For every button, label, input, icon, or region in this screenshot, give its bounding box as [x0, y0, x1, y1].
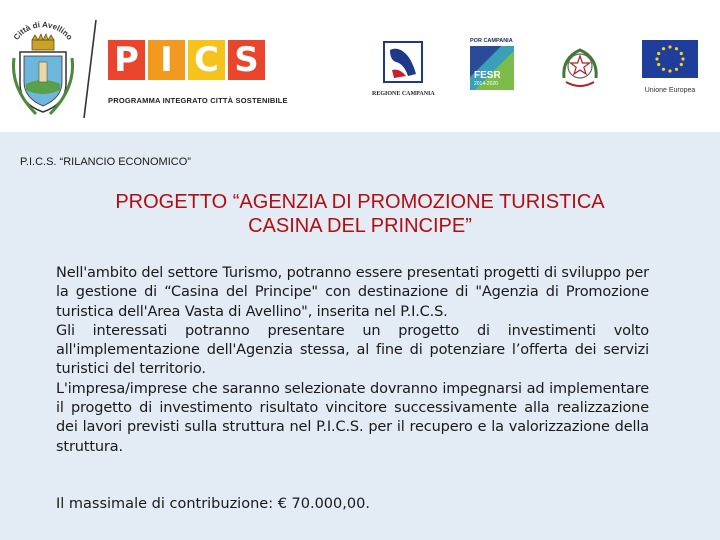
- pics-logo: [108, 40, 288, 110]
- fesr-name: FESR: [474, 70, 501, 81]
- header-divider: [80, 18, 100, 120]
- pics-letter-i: I: [148, 40, 185, 80]
- por-campania-label: POR CAMPANIA: [470, 38, 513, 44]
- regione-campania-logo: [372, 40, 434, 96]
- slide-title-line-1: PROGETTO “AGENZIA DI PROMOZIONE TURISTICA: [115, 191, 605, 213]
- slide-title-line-2: CASINA DEL PRINCIPE”: [248, 215, 472, 237]
- slide-body: [56, 264, 649, 457]
- body-paragraph: Nell'ambito del settore Turismo, potranno essere presentati progetti di sviluppo per la gestione di “Casina del Principe" con destinazione di "Agenzia di Promozione turistica dell'Area Vasta di Avellino", inserita nel P.I.C.S.: [56, 265, 649, 320]
- pics-letter-p: P: [108, 40, 145, 80]
- por-fesr-logo: [470, 38, 516, 100]
- slide-subtitle: P.I.C.S. “RILANCIO ECONOMICO”: [20, 156, 191, 168]
- regione-campania-label: REGIONE CAMPANIA: [372, 91, 435, 97]
- city-of-avellino-crest-icon: [6, 18, 80, 118]
- logo-header: [0, 0, 720, 132]
- svg-text:Città di Avellino: Città di Avellino: [11, 20, 75, 42]
- eu-label: Unione Europea: [644, 87, 696, 94]
- eu-logo: [640, 40, 700, 96]
- pics-tagline: PROGRAMMA INTEGRATO CITTÀ SOSTENIBILE: [108, 96, 288, 105]
- italian-republic-emblem-icon: [560, 42, 600, 92]
- regione-campania-emblem-icon: [378, 40, 428, 84]
- body-paragraph: Gli interessati potranno presentare un progetto di investimenti volto all'implementazione dell'Agenzia stessa, al fine di potenziare l’offerta dei servizi turistici del territorio.: [56, 322, 649, 378]
- slide-title: [60, 190, 660, 238]
- fesr-years: 2014-2020: [474, 81, 498, 87]
- eu-flag-icon: [642, 40, 698, 78]
- body-paragraph: L'impresa/imprese che saranno selezionate dovranno impegnarsi ad implementare il progetto di investimento risultato vincitore successivamente alla realizzazione dei lavori previsti sulla struttura nel P.I.C.S. per il recupero e la valorizzazione della struttura.: [56, 380, 649, 455]
- pics-letter-c: C: [188, 40, 225, 80]
- max-contribution-text: Il massimale di contribuzione: € 70.000,00.: [56, 496, 370, 512]
- pics-letter-s: S: [228, 40, 265, 80]
